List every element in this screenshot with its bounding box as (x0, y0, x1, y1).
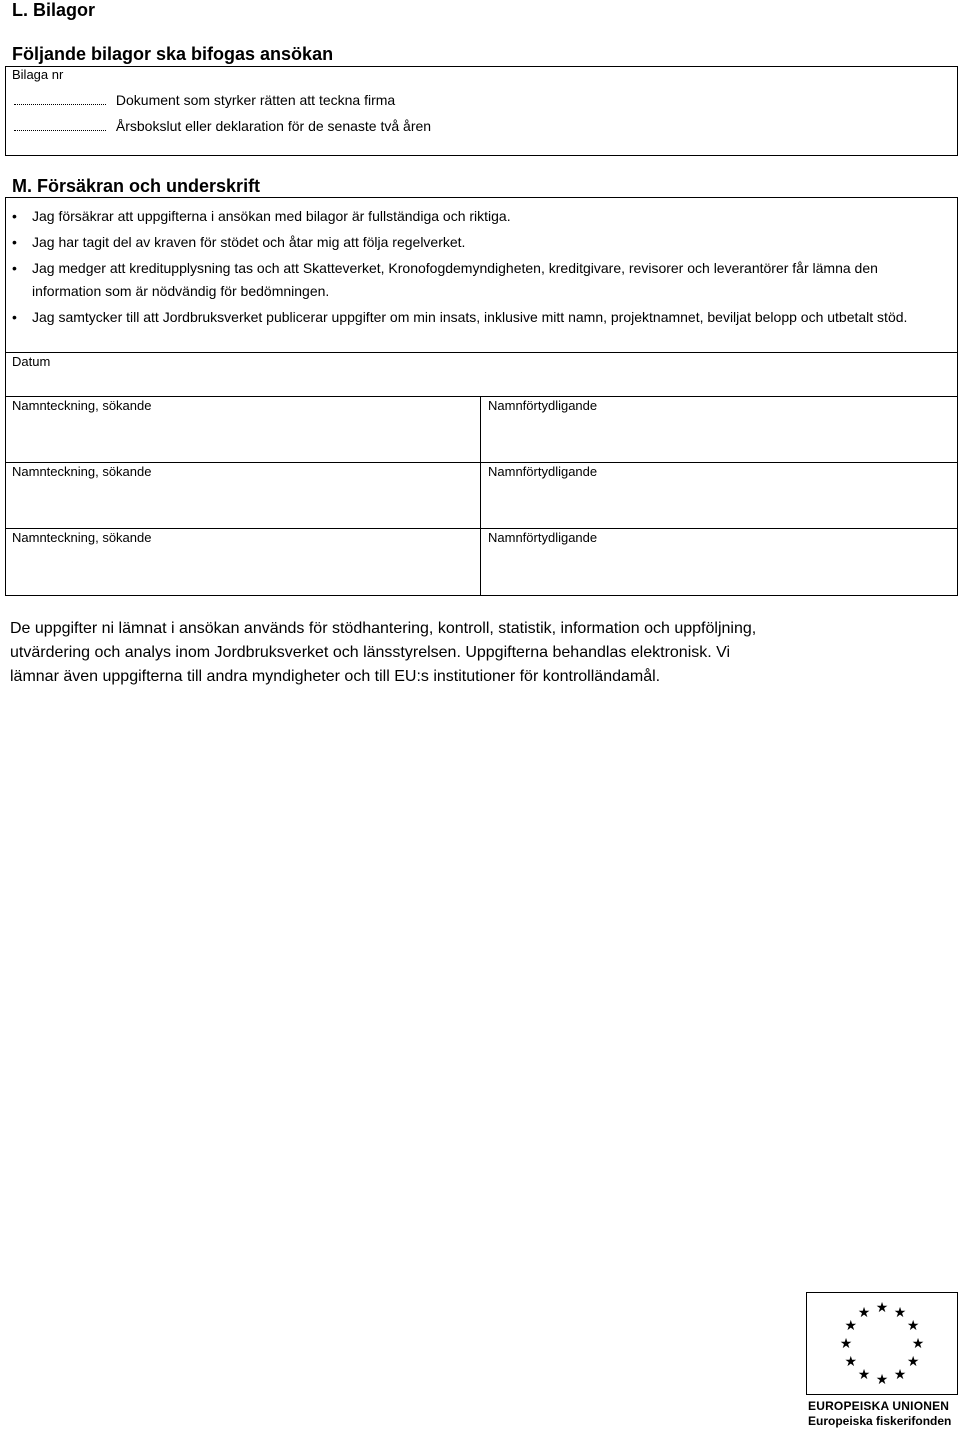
bilaga-row-1 (14, 92, 395, 108)
declaration-text: Jag har tagit del av kraven för stödet och åtar mig att följa regelverket. (32, 234, 466, 250)
signature-field[interactable] (6, 416, 479, 461)
eu-star-icon: ★ (911, 1336, 925, 1352)
bilagor-box (5, 66, 958, 156)
bullet-icon: • (12, 309, 17, 325)
eu-star-icon: ★ (844, 1318, 858, 1334)
declaration-bullet-3 (12, 257, 912, 303)
signature-label: Namnteckning, sökande (12, 398, 152, 413)
bilaga-label: Bilaga nr (12, 67, 64, 82)
bullet-icon: • (12, 234, 17, 250)
eu-star-icon: ★ (839, 1336, 853, 1352)
name-clarification-field[interactable] (482, 482, 956, 527)
declaration-text: Jag försäkrar att uppgifterna i ansökan med bilagor är fullständiga och riktiga. (32, 208, 511, 224)
declaration-bullet-1 (12, 205, 912, 228)
eu-star-icon: ★ (857, 1367, 871, 1384)
divider (480, 396, 481, 596)
divider (5, 352, 958, 353)
eu-star-icon: ★ (893, 1304, 907, 1321)
eu-star-icon: ★ (875, 1300, 889, 1316)
bilaga-number-field[interactable] (14, 118, 106, 131)
bilaga-number-field[interactable] (14, 92, 106, 105)
divider (5, 528, 958, 529)
eu-star-icon: ★ (906, 1318, 920, 1334)
name-clarification-field[interactable] (482, 416, 956, 461)
declaration-text: Jag medger att kreditupplysning tas och att Skatteverket, Kronofogdemyndigheten, kreditgivare, revisorer och leverantörer får lämna den information som är nödvändig för bedömningen. (32, 260, 878, 299)
privacy-line-3: lämnar även uppgifterna till andra myndigheter och till EU:s institutioner för kontrolländamål. (10, 668, 661, 685)
eu-logo-line-2: Europeiska fiskerifonden (808, 1414, 952, 1428)
divider (5, 462, 958, 463)
signature-field[interactable] (6, 482, 479, 527)
eu-logo-line-1: EUROPEISKA UNIONEN (808, 1399, 950, 1413)
eu-star-icon: ★ (906, 1354, 920, 1370)
name-clarification-label: Namnförtydligande (488, 464, 598, 479)
signature-field[interactable] (6, 548, 479, 594)
declaration-text: Jag samtycker till att Jordbruksverket publicerar uppgifter om min insats, inklusive mitt namn, projektnamnet, beviljat belopp och utbetalt stöd. (32, 309, 908, 325)
declaration-bullet-4 (12, 306, 912, 329)
bullet-icon: • (12, 260, 17, 276)
datum-label: Datum (12, 354, 51, 369)
datum-field[interactable] (6, 370, 956, 396)
eu-star-icon: ★ (857, 1304, 871, 1321)
declaration-bullet-2 (12, 231, 912, 254)
eu-stars-icon (807, 1293, 957, 1394)
privacy-paragraph (10, 617, 950, 689)
section-l-title: L. Bilagor (12, 0, 96, 20)
divider (5, 396, 958, 397)
eu-flag-logo (806, 1292, 958, 1395)
bilaga-label-1: Dokument som styrker rätten att teckna firma (115, 92, 396, 108)
bilaga-row-2 (14, 118, 431, 134)
eu-star-icon: ★ (875, 1372, 889, 1388)
signature-label: Namnteckning, sökande (12, 464, 152, 479)
eu-star-icon: ★ (893, 1367, 907, 1384)
signature-label: Namnteckning, sökande (12, 530, 152, 545)
name-clarification-label: Namnförtydligande (488, 398, 598, 413)
name-clarification-label: Namnförtydligande (488, 530, 598, 545)
section-m-title: M. Försäkran och underskrift (12, 176, 261, 196)
name-clarification-field[interactable] (482, 548, 956, 594)
privacy-line-2: utvärdering och analys inom Jordbruksverket och länsstyrelsen. Uppgifterna behandlas elektronisk. Vi (10, 644, 731, 661)
privacy-line-1: De uppgifter ni lämnat i ansökan används för stödhantering, kontroll, statistik, information och uppföljning, (10, 620, 757, 637)
bilaga-label-2: Årsbokslut eller deklaration för de senaste två åren (115, 118, 432, 134)
section-l-subtitle: Följande bilagor ska bifogas ansökan (12, 44, 334, 64)
eu-star-icon: ★ (844, 1354, 858, 1370)
bullet-icon: • (12, 208, 17, 224)
